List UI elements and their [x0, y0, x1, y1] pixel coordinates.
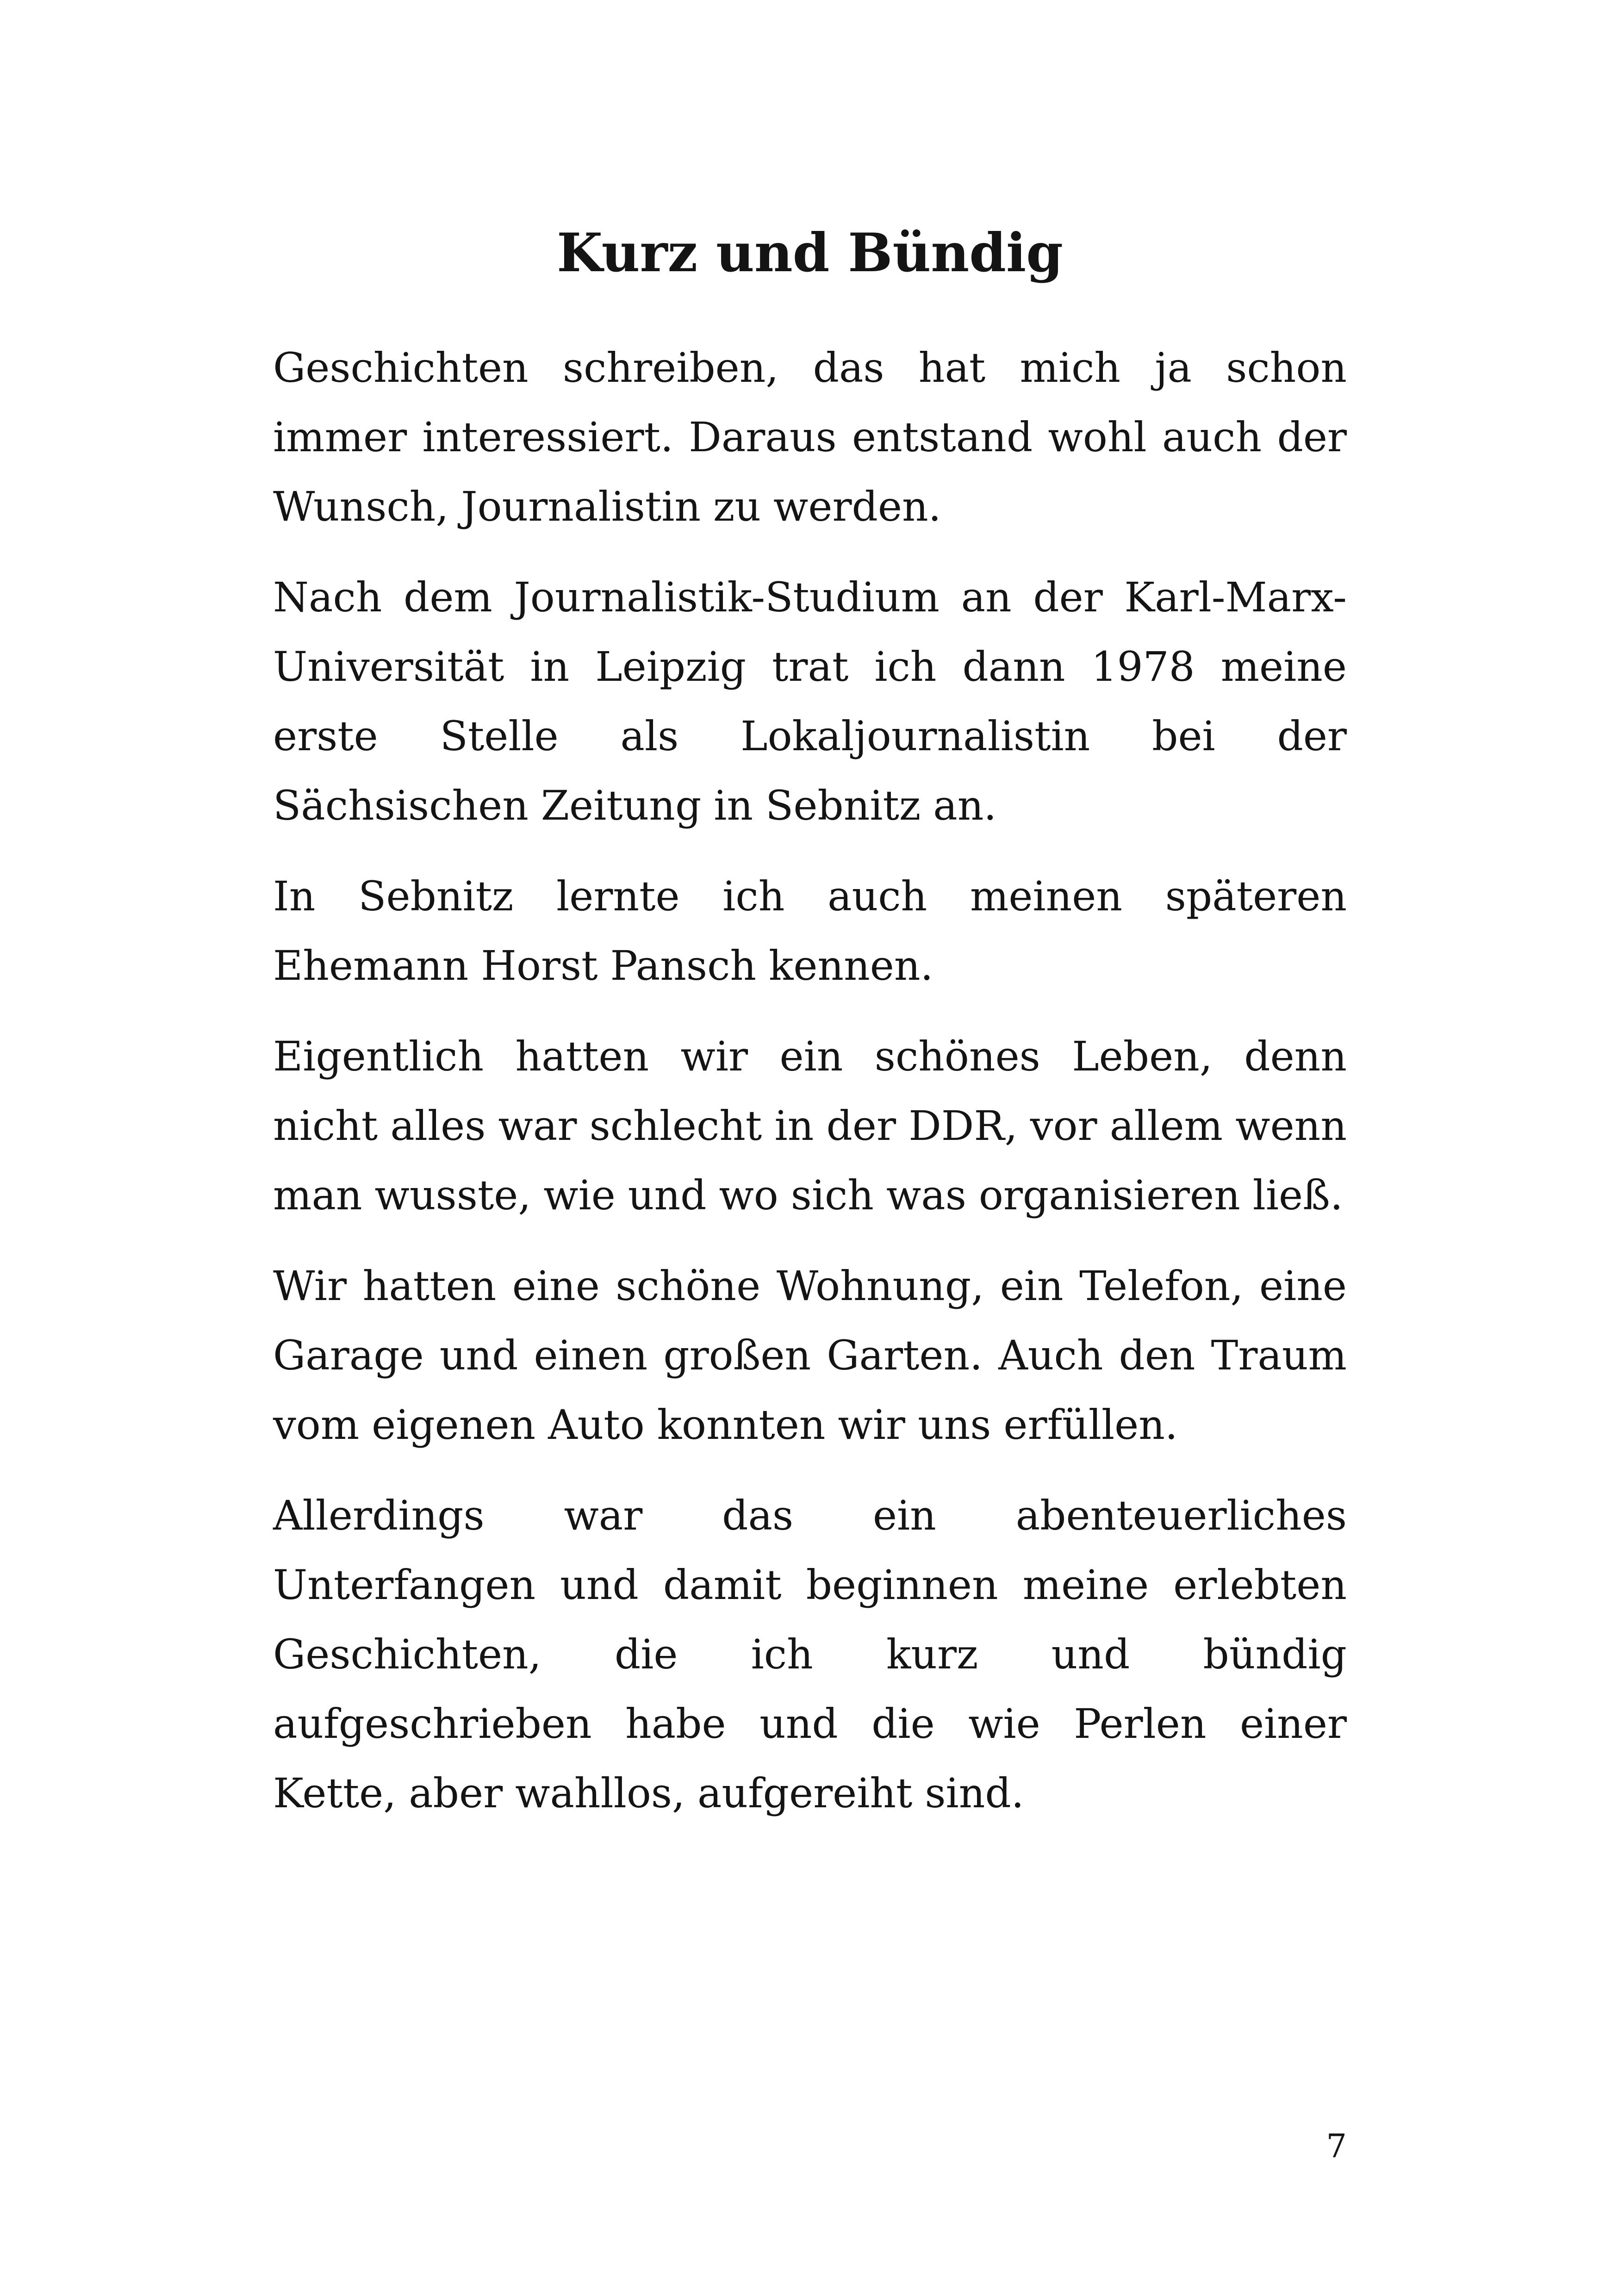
chapter-body — [273, 333, 1347, 1849]
paragraph: Eigentlich hatten wir ein schönes Leben, denn nicht alles war schlecht in der DDR, vor allem wenn man wusste, wie und wo sich was organisieren ließ. — [273, 1033, 1347, 1219]
paragraph: Nach dem Journalistik-Studium an der Karl-Marx-Universität in Leipzig trat ich dann 1978 meine erste Stelle als Lokaljournalistin bei der Sächsischen Zeitung in Sebnitz an. — [273, 573, 1347, 829]
chapter-title: Kurz und Bündig — [557, 222, 1063, 284]
paragraph: Geschichten schreiben, das hat mich ja schon immer interessiert. Daraus entstand wohl auch der Wunsch, Journalistin zu werden. — [273, 344, 1347, 530]
paragraph: In Sebnitz lernte ich auch meinen späteren Ehemann Horst Pansch kennen. — [273, 872, 1347, 989]
page-number: 7 — [1326, 2127, 1347, 2165]
paragraph: Wir hatten eine schöne Wohnung, ein Telefon, eine Garage und einen großen Garten. Auch den Traum vom eigenen Auto konnten wir uns erfüllen. — [273, 1262, 1347, 1449]
paragraph: Allerdings war das ein abenteuerliches Unterfangen und damit beginnen meine erlebten Geschichten, die ich kurz und bündig aufgeschrieben habe und die wie Perlen einer Kette, aber wahllos, aufgereiht sind. — [273, 1492, 1347, 1817]
